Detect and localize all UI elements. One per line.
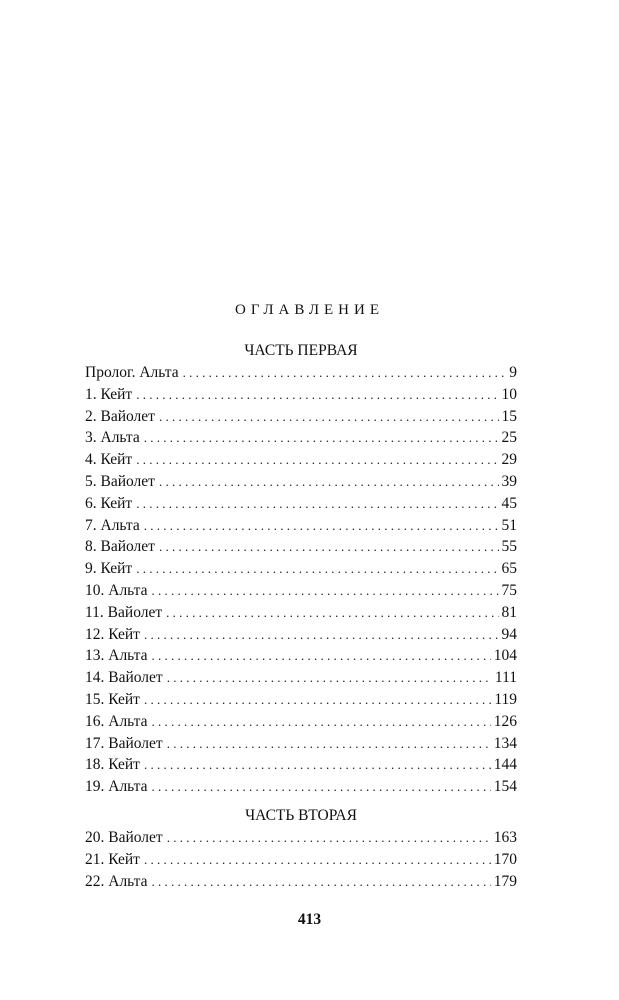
toc-entry [85,754,517,776]
entry-page-number: 170 [493,850,517,868]
entry-title: 17. Вайолет [85,734,163,752]
entry-title: 12. Кейт [85,625,140,643]
entry-page-number: 15 [501,407,517,425]
entry-title: 18. Кейт [85,756,140,774]
toc-part-2 [85,805,517,892]
dot-leader [144,427,499,449]
dot-leader [152,776,491,798]
dot-leader [144,689,491,711]
dot-leader [159,536,499,558]
entry-title: 22. Альта [85,872,148,890]
dot-leader [136,384,498,406]
entry-title: 19. Альта [85,778,148,796]
entry-title: 10. Альта [85,581,148,599]
entry-title: 13. Альта [85,647,148,665]
entry-page-number: 163 [493,829,517,846]
entry-page-number: 94 [501,625,517,643]
toc-entry [85,827,517,849]
entry-page-number: 75 [501,581,517,599]
toc-entry [85,427,517,449]
entry-page-number: 25 [501,429,517,447]
toc-heading: ОГЛАВЛЕНИЕ [235,302,384,318]
entry-title: Пролог. Альта [85,364,179,381]
dot-leader [167,827,491,849]
entry-page-number: 179 [493,872,517,890]
dot-leader [159,406,499,428]
dot-leader [144,754,491,776]
toc-entry [85,689,517,711]
dot-leader [152,645,491,667]
toc-entries [85,362,517,798]
toc-entry [85,406,517,428]
entry-title: 1. Кейт [85,385,133,403]
entry-page-number: 144 [493,756,517,774]
entry-title: 7. Альта [85,516,140,534]
entry-title: 20. Вайолет [85,829,163,846]
entry-page-number: 10 [501,385,517,403]
dot-leader [159,471,499,493]
entry-title: 5. Вайолет [85,472,155,490]
toc-entry [85,493,517,515]
toc-entry [85,449,517,471]
toc-entry [85,645,517,667]
entry-title: 16. Альта [85,712,148,730]
entry-title: 2. Вайолет [85,407,155,425]
entry-title: 15. Кейт [85,690,140,708]
dot-leader [152,871,491,893]
toc-entry [85,776,517,798]
dot-leader [166,602,498,624]
entry-page-number: 45 [501,494,517,512]
toc-entry [85,515,517,537]
dot-leader [152,711,491,733]
entry-page-number: 65 [501,560,517,578]
toc-entry [85,362,517,384]
entry-title: 8. Вайолет [85,538,155,556]
entry-title: 6. Кейт [85,494,133,512]
dot-leader [136,493,498,515]
toc-entry [85,536,517,558]
toc-entry [85,849,517,871]
page-number: 413 [297,911,322,928]
dot-leader [144,515,499,537]
entry-page-number: 134 [493,734,517,752]
entry-page-number: 39 [501,472,517,490]
entry-title: 3. Альта [85,429,140,447]
entry-page-number: 51 [501,516,517,534]
entry-page-number: 29 [501,451,517,469]
toc-part-1 [85,340,517,798]
toc-entry [85,871,517,893]
toc-entry [85,667,517,689]
entry-title: 14. Вайолет [85,669,163,687]
entry-title: 9. Кейт [85,560,133,578]
toc-entry [85,711,517,733]
entry-title: 4. Кейт [85,451,133,469]
part-title: ЧАСТЬ ПЕРВАЯ [244,342,358,359]
entry-title: 11. Вайолет [85,603,163,621]
toc-entry [85,733,517,755]
dot-leader [167,667,492,689]
entry-page-number: 104 [493,647,517,665]
dot-leader [144,624,499,646]
toc-entry [85,602,517,624]
dot-leader [136,449,498,471]
entry-page-number: 119 [494,690,517,708]
dot-leader [152,580,499,602]
toc-entry [85,558,517,580]
toc-entry [85,384,517,406]
toc-entry [85,580,517,602]
toc-entries [85,827,517,892]
entry-page-number: 126 [493,712,517,730]
entry-title: 21. Кейт [85,850,140,868]
dot-leader [183,362,507,384]
entry-page-number: 154 [493,778,517,796]
entry-page-number: 81 [501,603,517,621]
entry-page-number: 55 [501,538,517,556]
toc-entry [85,624,517,646]
dot-leader [144,849,491,871]
entry-page-number: 111 [494,669,517,687]
entry-page-number: 9 [509,364,517,381]
toc-entry [85,471,517,493]
dot-leader [136,558,498,580]
dot-leader [167,733,491,755]
part-title: ЧАСТЬ ВТОРАЯ [245,807,357,824]
